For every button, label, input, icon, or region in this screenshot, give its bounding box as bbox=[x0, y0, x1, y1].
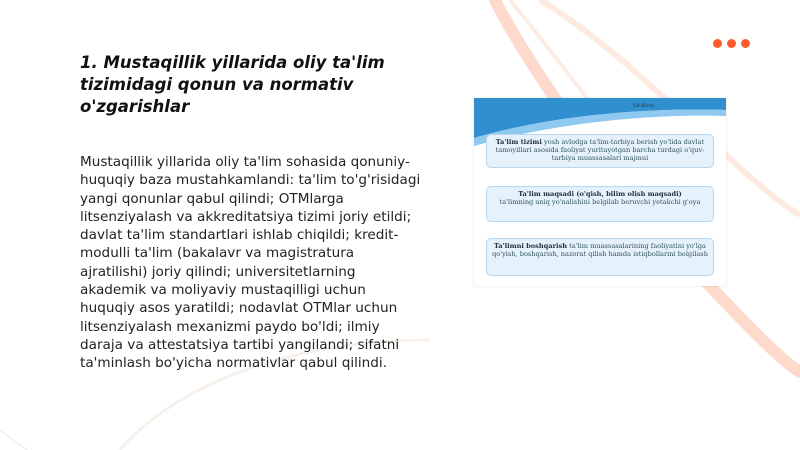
definition-text: yosh avlodga ta'lim-tarbiya berish yo'lida davlat tamoyillari asosida faoliyat yuritayotgan barcha turdagi o'quv-tarbiya muassasalari majmui bbox=[495, 138, 705, 162]
definition-text: ta'limning aniq yo'nalishini belgilab beruvchi yetakchi g'oya bbox=[499, 198, 701, 206]
figure-header bbox=[474, 103, 726, 109]
definition-term: Ta'limni boshqarish bbox=[494, 242, 568, 250]
slide-body-text: Mustaqillik yillarida oliy ta'lim sohasida qonuniy-huquqiy baza mustahkamlandi: ta'lim to'g'risidagi yangi qonunlar qabul qilindi; OTMlarga litsenziyalash va akkreditatsiya tizimi joriy etildi; davlat ta'lim standartlari ishlab chiqildi; kredit-modulli ta'lim (bakalavr va magistratura ajratilishi) joriy qilindi; universitetlarning akademik va moliyaviy mustaqilligi uchun huquqiy asos yaratildi; nodavlat OTMlar uchun litsenziyalash mexanizmi paydo bo'ldi; ilmiy daraja va attestatsiya tartibi yangilandi; sifatni ta'minlash bo'yicha normativlar qabul qilindi. bbox=[80, 154, 421, 372]
definition-box bbox=[486, 134, 714, 168]
dot bbox=[727, 39, 736, 48]
definition-box bbox=[486, 186, 714, 222]
figure-header-text: SB-Bove bbox=[632, 103, 654, 109]
dot bbox=[741, 39, 750, 48]
dot bbox=[713, 39, 722, 48]
slide-title: 1. Mustaqillik yillarida oliy ta'lim tizimidagi qonun va normativ o'zgarishlar bbox=[80, 53, 385, 116]
definition-text: ta'lim muassasalarining faoliyatini yo'lga qo'yish, boshqarish, nazorat qilish hamda istiqbollarini belgilash bbox=[492, 242, 708, 258]
definition-box bbox=[486, 238, 714, 276]
definition-term: Ta'lim maqsadi (o'qish, bilim olish maqsadi) bbox=[518, 190, 682, 198]
menu-dots-icon[interactable] bbox=[713, 39, 750, 48]
definitions-figure bbox=[474, 98, 726, 286]
definition-term: Ta'lim tizimi bbox=[495, 138, 542, 146]
